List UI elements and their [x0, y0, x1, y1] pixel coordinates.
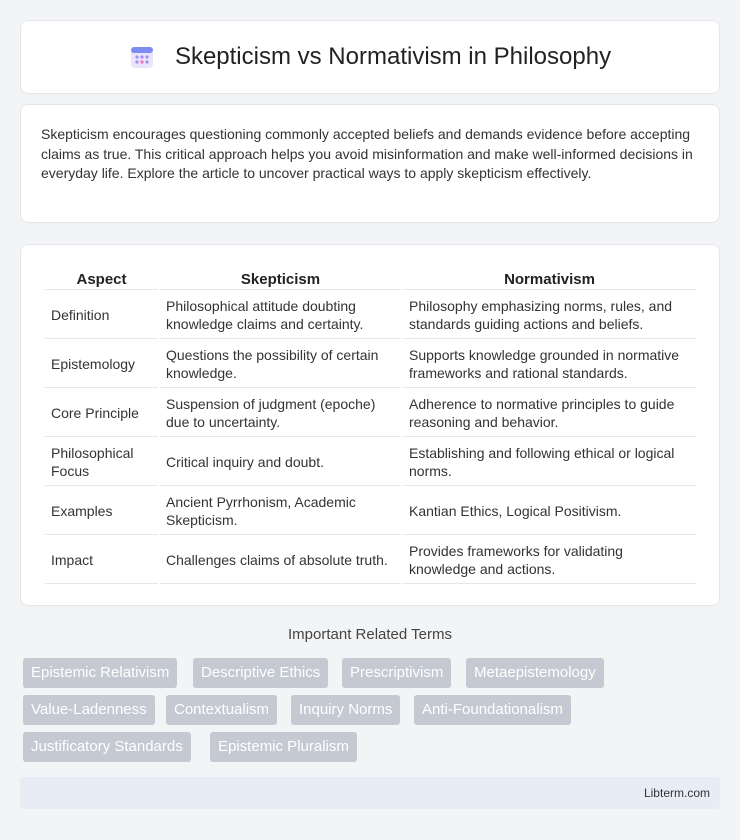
table-row	[45, 341, 696, 388]
calendar-grid-icon	[129, 44, 155, 70]
intro-text: Skepticism encourages questioning commonly accepted beliefs and demands evidence before accepting claims as true. This critical approach helps you avoid misinformation and make well-informed decisions in everyday life. Explore the article to uncover practical ways to apply skepticism effectively.	[41, 126, 693, 181]
tag-epistemic-relativism[interactable]: Epistemic Relativism	[23, 658, 177, 688]
tag-anti-foundationalism[interactable]: Anti-Foundationalism	[414, 695, 571, 725]
cell-aspect: Core Principle	[45, 390, 158, 437]
table-row	[45, 390, 696, 437]
footer	[20, 777, 720, 809]
cell-normativism: Supports knowledge grounded in normative frameworks and rational standards.	[403, 341, 696, 388]
cell-skepticism: Ancient Pyrrhonism, Academic Skepticism.	[160, 488, 401, 535]
header-normativism: Normativism	[403, 267, 696, 290]
table-row	[45, 439, 696, 486]
cell-normativism: Provides frameworks for validating knowledge and actions.	[403, 537, 696, 584]
intro-card	[20, 104, 720, 223]
tag-epistemic-pluralism[interactable]: Epistemic Pluralism	[210, 732, 357, 762]
cell-skepticism: Challenges claims of absolute truth.	[160, 537, 401, 584]
cell-skepticism: Questions the possibility of certain knowledge.	[160, 341, 401, 388]
table-header-row	[45, 267, 696, 290]
cell-skepticism: Suspension of judgment (epoche) due to uncertainty.	[160, 390, 401, 437]
comparison-table-card	[20, 244, 720, 606]
tag-descriptive-ethics[interactable]: Descriptive Ethics	[193, 658, 328, 688]
cell-aspect: Epistemology	[45, 341, 158, 388]
table-row	[45, 292, 696, 339]
table-row	[45, 537, 696, 584]
cell-skepticism: Critical inquiry and doubt.	[160, 439, 401, 486]
cell-aspect: Impact	[45, 537, 158, 584]
cell-normativism: Philosophy emphasizing norms, rules, and standards guiding actions and beliefs.	[403, 292, 696, 339]
cell-aspect: Examples	[45, 488, 158, 535]
tag-inquiry-norms[interactable]: Inquiry Norms	[291, 695, 400, 725]
header-skepticism: Skepticism	[160, 267, 401, 290]
tag-prescriptivism[interactable]: Prescriptivism	[342, 658, 451, 688]
footer-site-link[interactable]: Libterm.com	[643, 786, 710, 800]
related-terms-title: Important Related Terms	[288, 626, 452, 643]
cell-skepticism: Philosophical attitude doubting knowledge claims and certainty.	[160, 292, 401, 339]
cell-aspect: Philosophical Focus	[45, 439, 158, 486]
tag-metaepistemology[interactable]: Metaepistemology	[466, 658, 604, 688]
header-aspect: Aspect	[45, 267, 158, 290]
tag-contextualism[interactable]: Contextualism	[166, 695, 277, 725]
table-row	[45, 488, 696, 535]
cell-normativism: Establishing and following ethical or logical norms.	[403, 439, 696, 486]
tag-justificatory-standards[interactable]: Justificatory Standards	[23, 732, 191, 762]
cell-normativism: Adherence to normative principles to guide reasoning and behavior.	[403, 390, 696, 437]
header-card	[20, 20, 720, 94]
tag-value-ladenness[interactable]: Value-Ladenness	[23, 695, 155, 725]
page-title: Skepticism vs Normativism in Philosophy	[174, 43, 612, 70]
cell-aspect: Definition	[45, 292, 158, 339]
cell-normativism: Kantian Ethics, Logical Positivism.	[403, 488, 696, 535]
comparison-table	[43, 265, 698, 586]
